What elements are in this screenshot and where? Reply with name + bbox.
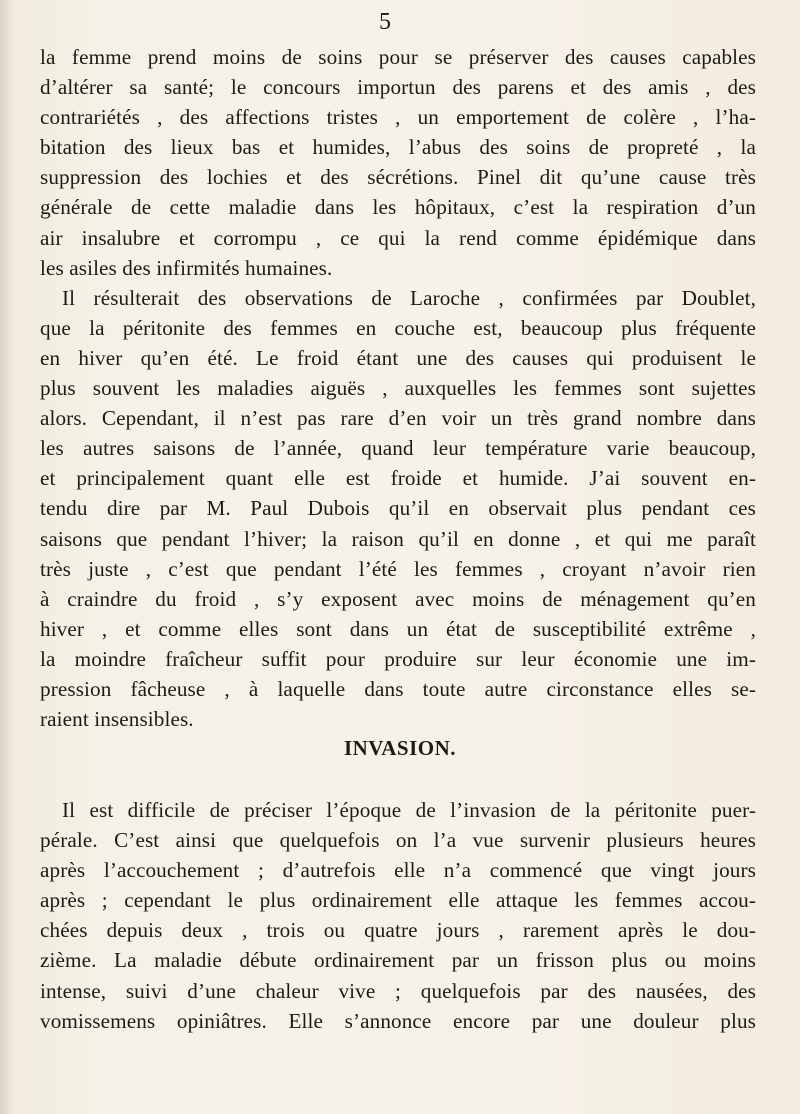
text-line: et principalement quant elle est froide et humide. J’ai souvent en- [40, 466, 756, 491]
text-line: à craindre du froid , s’y exposent avec moins de ménagement qu’en [40, 586, 756, 611]
text-line: pression fâcheuse , à laquelle dans toute autre circonstance elles se- [40, 676, 756, 701]
text-line: bitation des lieux bas et humides, l’abus des soins de propreté , la [40, 135, 756, 160]
text-line: contrariétés , des affections tristes , un emportement de colère , l’ha- [40, 105, 756, 130]
text-line: les asiles des infirmités humaines. [40, 255, 333, 280]
text-line: raient insensibles. [40, 707, 194, 732]
text-line: intense, suivi d’une chaleur vive ; quelquefois par des nausées, des [40, 978, 756, 1003]
text-line: vomissemens opiniâtres. Elle s’annonce encore par une douleur plus [40, 1008, 756, 1033]
text-line: générale de cette maladie dans les hôpitaux, c’est la respiration d’un [40, 195, 756, 220]
text-line: Il résulterait des observations de Laroche , confirmées par Doublet, [62, 285, 756, 310]
text-line: chées depuis deux , trois ou quatre jours , rarement après le dou- [40, 918, 756, 943]
text-line: Il est difficile de préciser l’époque de l’invasion de la péritonite puer- [62, 798, 756, 822]
text-line: d’altérer sa santé; le concours importun des parens et des amis , des [40, 75, 756, 100]
text-line: en hiver qu’en été. Le froid étant une des causes qui produisent le [40, 345, 756, 370]
text-line: après l’accouchement ; d’autrefois elle n’a commencé que vingt jours [40, 858, 756, 883]
text-line: les autres saisons de l’année, quand leur température varie beaucoup, [40, 436, 756, 461]
text-line: que la péritonite des femmes en couche est, beaucoup plus fréquente [40, 315, 756, 340]
page-fold-shadow [0, 0, 14, 1114]
body-text-bottom [40, 795, 756, 1036]
text-line: très juste , c’est que pendant l’été les femmes , croyant n’avoir rien [40, 556, 756, 581]
text-line: pérale. C’est ainsi que quelquefois on l’a vue survenir plusieurs heures [40, 828, 756, 853]
text-line: hiver , et comme elles sont dans un état de susceptibilité extrême , [40, 616, 756, 641]
text-line: la femme prend moins de soins pour se préserver des causes capables [40, 45, 756, 69]
text-line: plus souvent les maladies aiguës , auxquelles les femmes sont sujettes [40, 376, 756, 401]
page-number: 5 [379, 9, 391, 35]
text-line: zième. La maladie débute ordinairement par un frisson plus ou moins [40, 948, 756, 973]
text-line: suppression des lochies et des sécrétions. Pinel dit qu’une cause très [40, 165, 756, 190]
section-heading: INVASION. [343, 736, 457, 760]
body-text-top [40, 42, 756, 734]
text-line: air insalubre et corrompu , ce qui la rend comme épidémique dans [40, 225, 756, 250]
text-line: saisons que pendant l’hiver; la raison qu’il en donne , et qui me paraît [40, 526, 756, 551]
text-line: tendu dire par M. Paul Dubois qu’il en observait plus pendant ces [40, 496, 756, 521]
text-line: alors. Cependant, il n’est pas rare d’en voir un très grand nombre dans [40, 406, 756, 431]
text-line: après ; cependant le plus ordinairement elle attaque les femmes accou- [40, 888, 756, 913]
text-line: la moindre fraîcheur suffit pour produire sur leur économie une im- [40, 646, 756, 671]
